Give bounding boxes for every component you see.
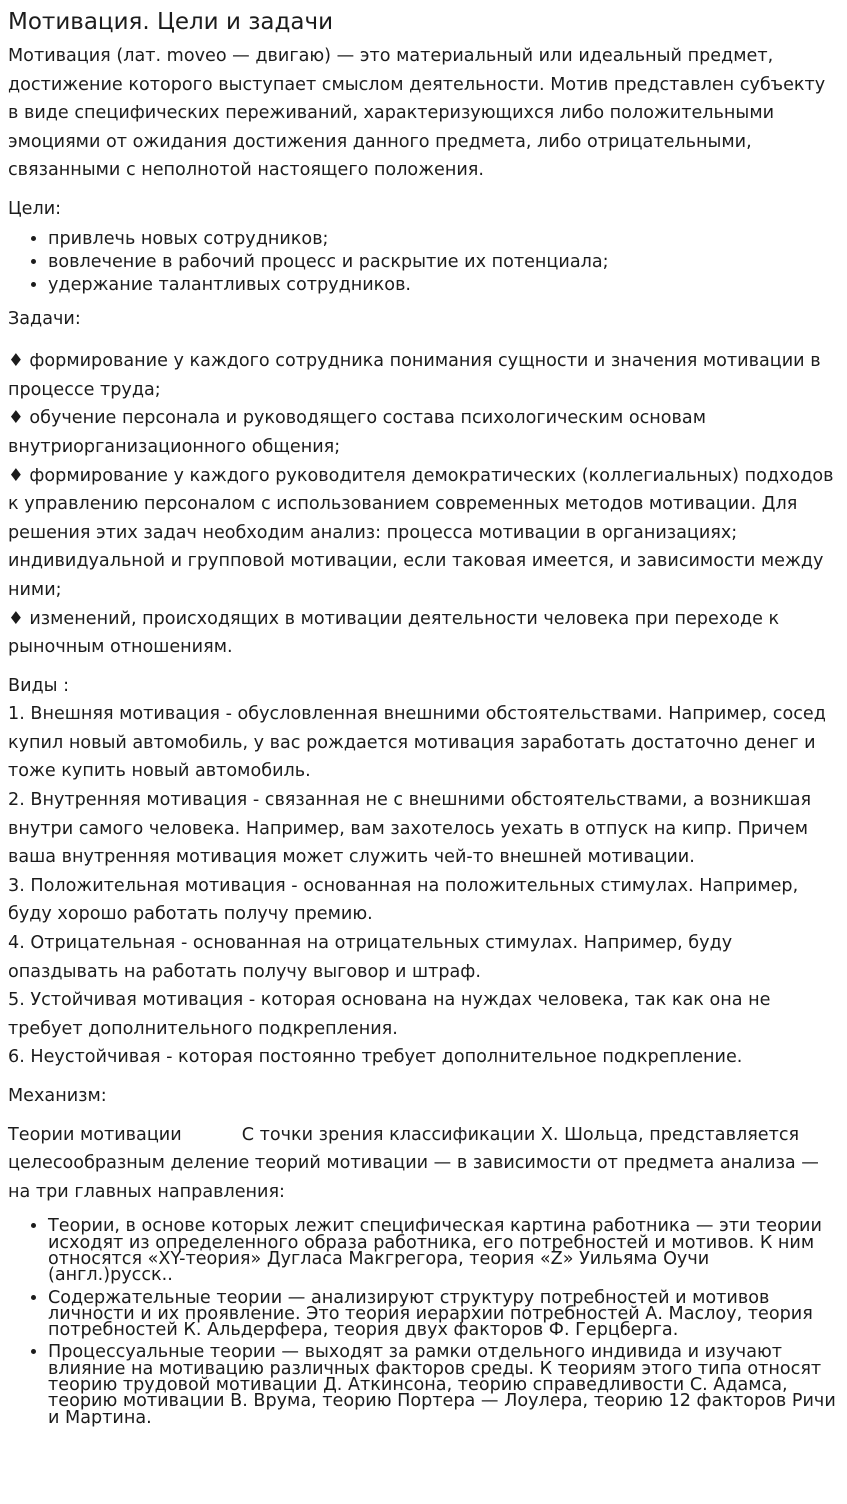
tasks-heading: Задачи:: [8, 308, 81, 329]
task-item: ♦ формирование у каждого руководителя демократических (коллегиальных) подходов к управлению персоналом с использованием современных методов мотивации. Для решения этих задач необходим анализ: процесса мотивации в организациях; индивидуальной и групповой мотивации, если таковая имеется, и зависимости между ними;: [8, 465, 834, 600]
theories-list: [8, 1218, 839, 1426]
tasks-list: [8, 347, 839, 662]
goal-item: • вовлечение в рабочий процесс и раскрытие их потенциала;: [48, 251, 839, 274]
mechanism-heading: Механизм:: [8, 1086, 107, 1106]
theory-item: • Процессуальные теории — выходят за рамки отдельного индивида и изучают влияние на мотивацию различных факторов среды. К теориям этого типа относят теорию трудовой мотивации Д. Аткинсона, теорию справедливости С. Адамса, теорию мотивации В. Врума, теорию Портера — Лоулера, теорию 12 факторов Ричи и Мартина.: [48, 1344, 839, 1425]
type-item: 6. Неустойчивая - которая постоянно требует дополнительное подкрепление.: [8, 1047, 743, 1068]
theory-item: • Содержательные теории — анализируют структуру потребностей и мотивов личности и их проявление. Это теория иерархии потребностей А. Маслоу, теория потребностей К. Альдерфера, теория двух факторов Ф. Герцберга.: [48, 1290, 839, 1339]
type-item: 3. Положительная мотивация - основанная на положительных стимулах. Например, буду хорошо работать получу премию.: [8, 875, 799, 925]
goals-list: [8, 228, 839, 297]
theories-label: Теории мотивации: [8, 1124, 182, 1145]
type-item: 2. Внутренняя мотивация - связанная не с внешними обстоятельствами, а возникшая внутри самого человека. Например, вам захотелось уехать в отпуск на кипр. Причем ваша внутренняя мотивация может служить чей-то внешней мотивации.: [8, 790, 812, 868]
types-list: [8, 700, 839, 1072]
types-heading: Виды :: [8, 675, 70, 696]
theories-paragraph: [8, 1121, 839, 1207]
type-item: 4. Отрицательная - основанная на отрицательных стимулах. Например, буду опаздывать на работать получу выговор и штраф.: [8, 933, 733, 982]
theory-item: • Теории, в основе которых лежит специфическая картина работника — эти теории исходят из определенного образа работника, его потребностей и мотивов. К ним относятся «XY-теория» Дугласа Макгрегора, теория «Z» Уильяма Оучи (англ.)русск..: [48, 1218, 839, 1283]
goals-heading: Цели:: [8, 198, 62, 219]
goal-item: • привлечь новых сотрудников;: [48, 228, 839, 251]
type-item: 1. Внешняя мотивация - обусловленная внешними обстоятельствами. Например, сосед купил новый автомобиль, у вас рождается мотивация заработать достаточно денег и тоже купить новый автомобиль.: [8, 704, 826, 782]
theories-intro: С точки зрения классификации Х. Шольца, представляется целесообразным деление теорий мотивации — в зависимости от предмета анализа — на три главных направления:: [8, 1124, 819, 1202]
page-title: Мотивация. Цели и задачи: [8, 9, 334, 35]
intro-paragraph: Мотивация (лат. moveo — двигаю) — это материальный или идеальный предмет, достижение которого выступает смыслом деятельности. Мотив представлен субъекту в виде специфических переживаний, характеризующихся либо положительными эмоциями от ожидания достижения данного предмета, либо отрицательными, связанными с неполнотой настоящего положения.: [8, 46, 826, 181]
goal-item: • удержание талантливых сотрудников.: [48, 274, 839, 297]
task-item: ♦ изменений, происходящих в мотивации деятельности человека при переходе к рыночным отношениям.: [8, 608, 780, 658]
task-item: ♦ формирование у каждого сотрудника понимания сущности и значения мотивации в процессе труда;: [8, 351, 821, 400]
task-item: ♦ обучение персонала и руководящего состава психологическим основам внутриорганизационного общения;: [8, 408, 706, 457]
type-item: 5. Устойчивая мотивация - которая основана на нуждах человека, так как она не требует дополнительного подкрепления.: [8, 990, 771, 1039]
